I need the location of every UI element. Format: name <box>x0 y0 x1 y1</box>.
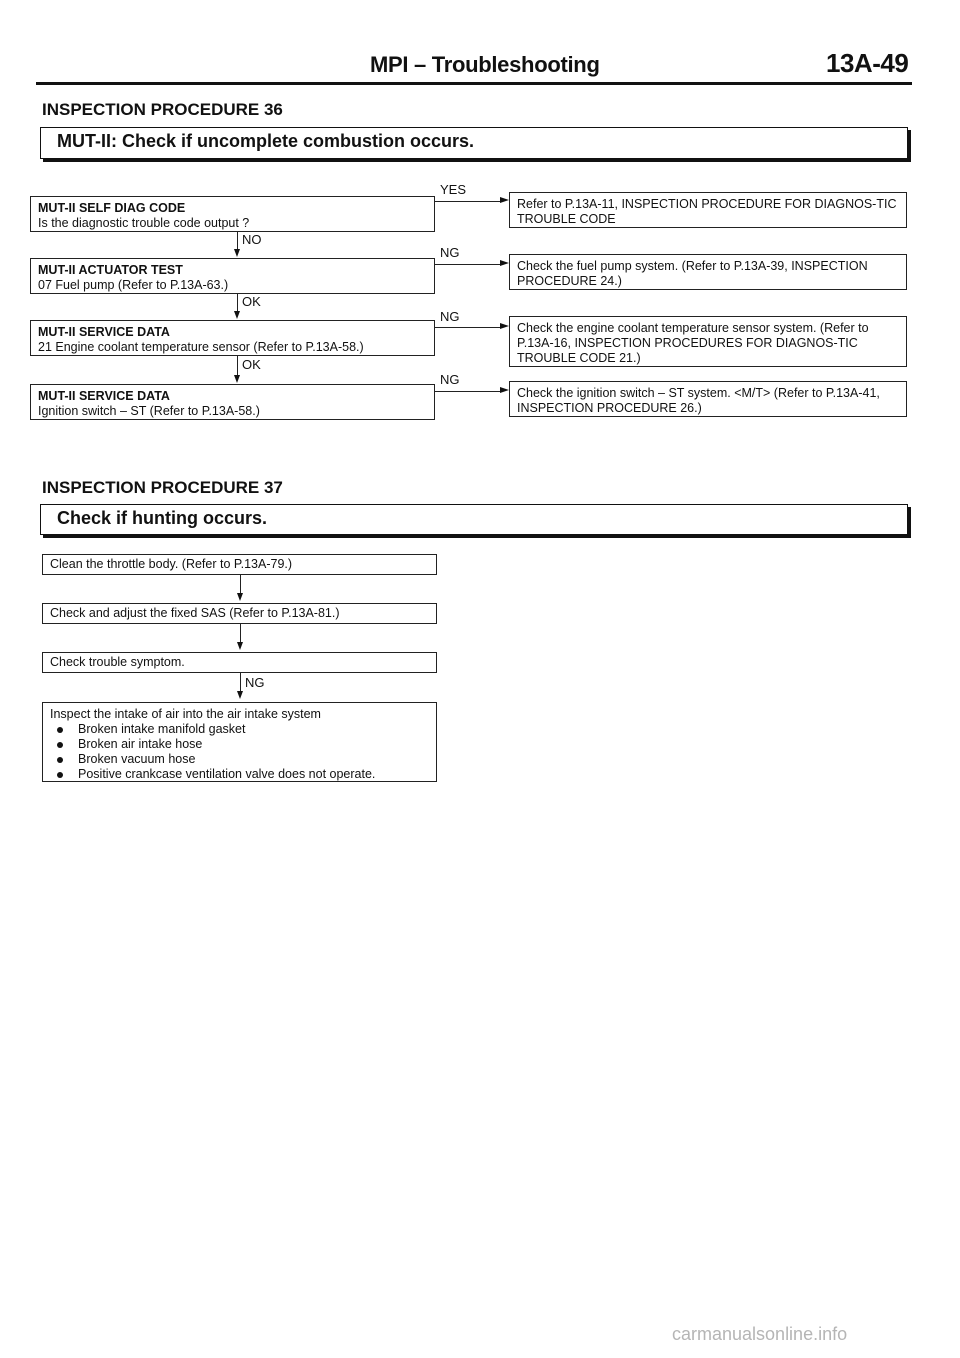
proc36-step3-box <box>30 320 435 356</box>
arrow-down-icon <box>234 375 240 383</box>
proc37-step1-box: Clean the throttle body. (Refer to P.13A-79.) <box>42 554 437 575</box>
arrow-down-icon <box>237 642 243 650</box>
proc36-result1-box: Refer to P.13A-11, INSPECTION PROCEDURE FOR DIAGNOS-TIC TROUBLE CODE <box>509 192 907 228</box>
branch-label: NG <box>440 372 460 387</box>
footer-watermark: carmanualsonline.info <box>672 1324 848 1344</box>
connector <box>435 264 503 265</box>
step-title: MUT-II SERVICE DATA <box>38 325 170 339</box>
arrow-right-icon <box>500 197 509 203</box>
proc36-result4-box: Check the ignition switch – ST system. <M/T> (Refer to P.13A-41, INSPECTION PROCEDURE 26.) <box>509 381 907 417</box>
flow-label: NO <box>242 232 262 247</box>
connector <box>435 201 503 202</box>
bullet-item: Positive crankcase ventilation valve does not operate. <box>50 767 430 782</box>
connector <box>435 327 503 328</box>
branch-label: NG <box>440 245 460 260</box>
flow-label: NG <box>245 675 265 690</box>
branch-label: YES <box>440 182 467 197</box>
header-rule <box>36 82 912 85</box>
step-title: MUT-II SELF DIAG CODE <box>38 201 186 215</box>
step-title: MUT-II SERVICE DATA <box>38 389 170 403</box>
proc36-result2-box: Check the fuel pump system. (Refer to P.13A-39, INSPECTION PROCEDURE 24.) <box>509 254 907 290</box>
proc37-heading: INSPECTION PROCEDURE 37 <box>42 478 283 497</box>
arrow-down-icon <box>237 691 243 699</box>
arrow-down-icon <box>234 311 240 319</box>
proc36-result3-box: Check the engine coolant temperature sensor system. (Refer to P.13A-16, INSPECTION PROCEDURES FOR DIAGNOS-TIC TROUBLE CODE 21.) <box>509 316 907 367</box>
branch-label: NG <box>440 309 460 324</box>
connector <box>435 391 503 392</box>
page-title: MPI – Troubleshooting <box>370 52 600 77</box>
step-text: Is the diagnostic trouble code output ? <box>38 216 250 230</box>
proc36-heading: INSPECTION PROCEDURE 36 <box>42 100 283 119</box>
arrow-down-icon <box>237 593 243 601</box>
arrow-right-icon <box>500 260 509 266</box>
bullet-item: Broken intake manifold gasket <box>50 722 430 737</box>
proc36-step2-box <box>30 258 435 294</box>
proc37-final-box <box>42 702 437 782</box>
arrow-down-icon <box>234 249 240 257</box>
page-number: 13A-49 <box>826 48 909 78</box>
flow-label: OK <box>242 357 261 372</box>
proc36-step4-box <box>30 384 435 420</box>
proc37-step3-box: Check trouble symptom. <box>42 652 437 673</box>
bullet-item: Broken air intake hose <box>50 737 430 752</box>
step-title: MUT-II ACTUATOR TEST <box>38 263 183 277</box>
proc37-step2-box: Check and adjust the fixed SAS (Refer to P.13A-81.) <box>42 603 437 624</box>
final-text: Inspect the intake of air into the air intake system <box>50 707 321 721</box>
step-text: 07 Fuel pump (Refer to P.13A-63.) <box>38 278 229 292</box>
flow-label: OK <box>242 294 261 309</box>
proc36-banner: MUT-II: Check if uncomplete combustion occurs. <box>40 127 908 159</box>
arrow-right-icon <box>500 387 509 393</box>
bullet-item: Broken vacuum hose <box>50 752 430 767</box>
step-text: 21 Engine coolant temperature sensor (Refer to P.13A-58.) <box>38 340 364 354</box>
proc36-step1-box <box>30 196 435 232</box>
proc37-banner: Check if hunting occurs. <box>40 504 908 535</box>
step-text: Ignition switch – ST (Refer to P.13A-58.) <box>38 404 260 418</box>
arrow-right-icon <box>500 323 509 329</box>
